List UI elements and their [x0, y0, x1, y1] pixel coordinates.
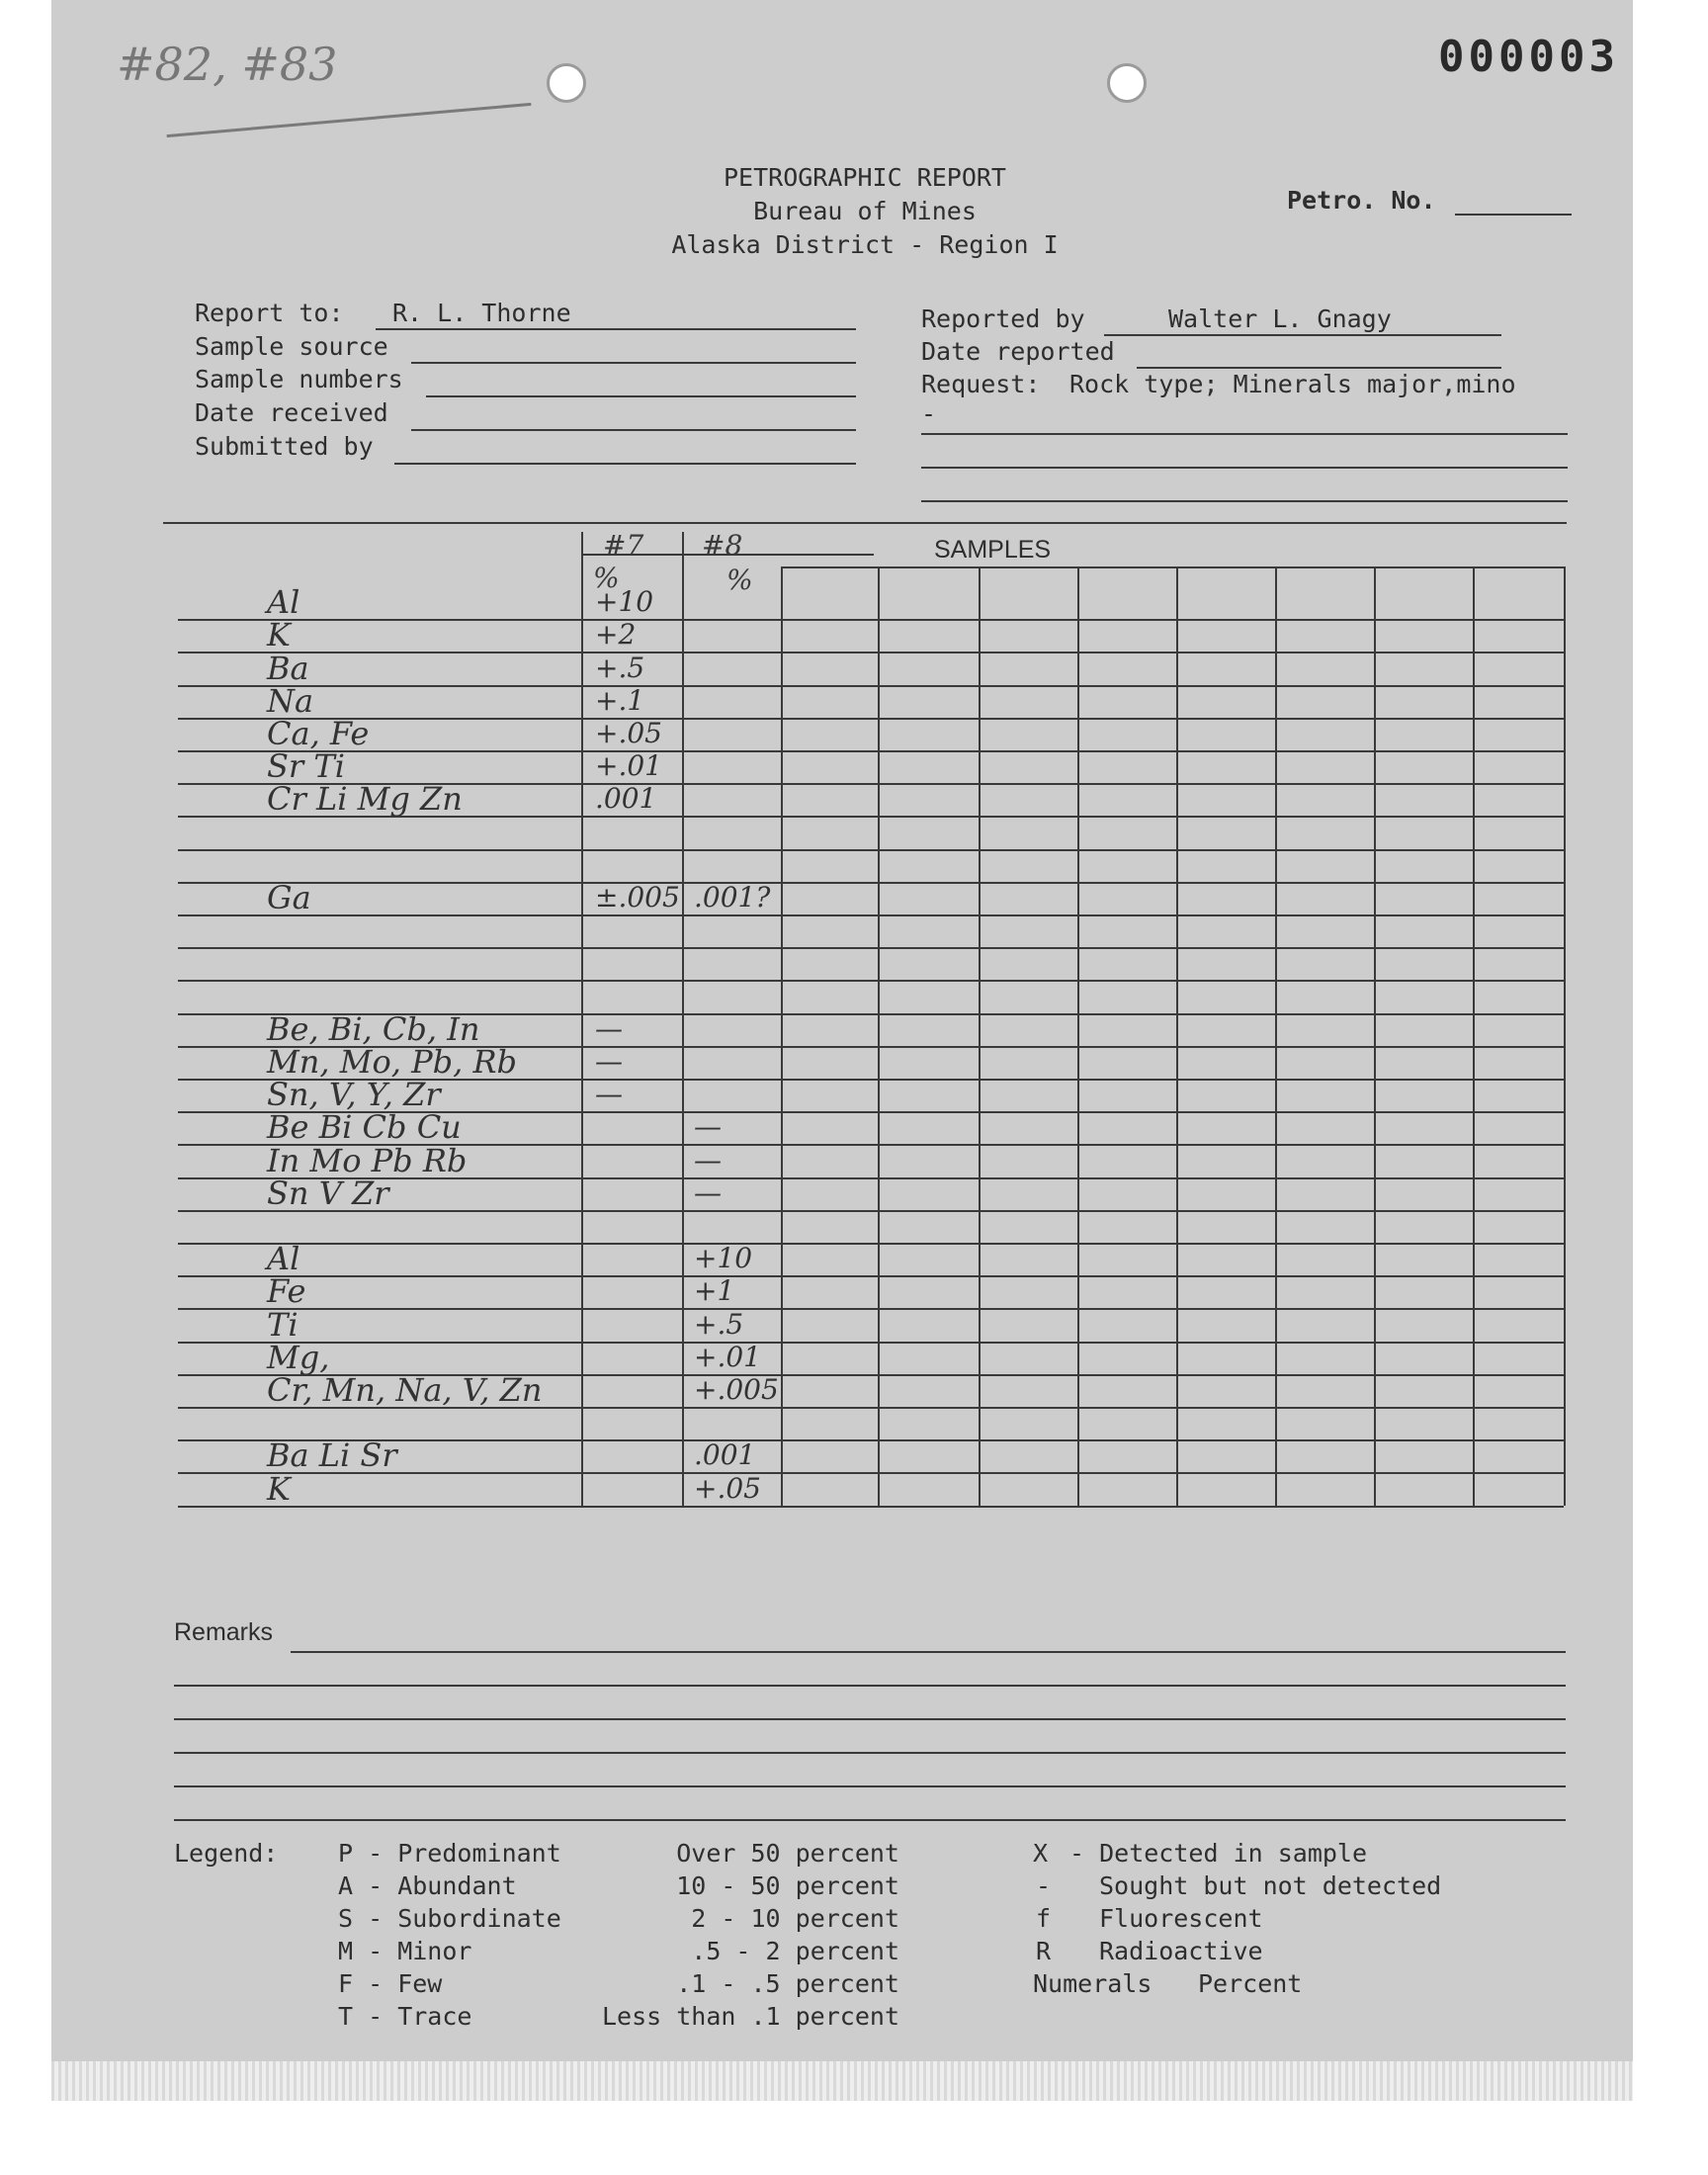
table-row — [178, 947, 1564, 949]
legend-code-dash: - — [1036, 1871, 1052, 1900]
element-label: Ti — [267, 1305, 299, 1344]
element-label: Cr Li Mg Zn — [267, 780, 463, 819]
table-row — [178, 980, 1564, 982]
table-row — [178, 882, 1564, 884]
legend-range-p: Over 50 percent — [676, 1839, 899, 1868]
element-label: Be Bi Cb Cu — [267, 1108, 462, 1147]
column-rule — [1077, 566, 1079, 1506]
samples-header-rule — [781, 566, 1566, 568]
legend-label: Legend: — [174, 1839, 279, 1868]
legend-text-x: - Detected in sample — [1069, 1839, 1368, 1868]
legend-code-r: R — [1036, 1937, 1052, 1965]
sample-7-value: +.5 — [595, 651, 645, 684]
submitted-by-label: Submitted by — [195, 432, 374, 461]
legend-text-percent: Percent — [1198, 1969, 1303, 1998]
element-label: Fe — [267, 1272, 306, 1311]
table-row — [178, 750, 1564, 752]
table-top-rule — [163, 522, 1567, 524]
sample-8-value: +.005 — [694, 1373, 779, 1406]
legend-code-f-lower: f — [1036, 1904, 1052, 1933]
column-rule — [1473, 566, 1475, 1506]
sample-7-value: — — [595, 1045, 623, 1078]
sample-7-value: .001 — [595, 782, 657, 816]
sample-8-value: — — [694, 1110, 722, 1144]
date-reported-label: Date reported — [921, 337, 1115, 366]
element-label: Na — [267, 681, 314, 720]
column-rule — [979, 566, 981, 1506]
col-unit-7: % — [593, 562, 620, 594]
report-to-value[interactable]: R. L. Thorne — [392, 299, 571, 327]
element-label: In Mo Pb Rb — [267, 1141, 468, 1179]
legend-text-fluorescent: Fluorescent — [1099, 1904, 1263, 1933]
element-label: Sn, V, Y, Zr — [267, 1076, 441, 1114]
request-continuation-dash: - — [921, 399, 937, 428]
col-header-7: #7 — [603, 529, 644, 562]
remarks-line-2[interactable] — [174, 1685, 1566, 1687]
request-value[interactable]: Rock type; Minerals major,mino — [1069, 370, 1516, 398]
sample-8-value: +.05 — [694, 1471, 761, 1505]
table-row — [178, 619, 1564, 621]
element-label: Ca, Fe — [267, 715, 370, 752]
element-label: Cr, Mn, Na, V, Zn — [267, 1371, 543, 1409]
petro-no-label: Petro. No. — [1287, 186, 1436, 215]
sample-7-value: +10 — [595, 585, 654, 619]
report-subtitle: Bureau of Mines — [753, 197, 977, 225]
element-label: Mg, — [267, 1338, 330, 1376]
legend-range-m: .5 - 2 percent — [691, 1937, 899, 1965]
element-label: K — [267, 616, 291, 654]
remarks-line-1[interactable] — [291, 1651, 1566, 1653]
column-rule — [1374, 566, 1376, 1506]
legend-code-a: A - Abundant — [338, 1871, 517, 1900]
sample-numbers-label: Sample numbers — [195, 365, 403, 393]
legend-code-numerals: Numerals — [1033, 1969, 1153, 1998]
element-label: K — [267, 1469, 291, 1508]
sample-8-value: +10 — [694, 1242, 753, 1275]
element-label: Ba — [267, 649, 309, 687]
sample-8-value: +1 — [694, 1274, 735, 1308]
sample-8-value: .001 — [694, 1438, 756, 1472]
element-label: Al — [267, 1240, 300, 1278]
reported-by-value[interactable]: Walter L. Gnagy — [1168, 304, 1392, 333]
report-title: PETROGRAPHIC REPORT — [724, 163, 1006, 192]
legend-code-m: M - Minor — [338, 1937, 472, 1965]
table-row — [178, 849, 1564, 851]
remarks-label: Remarks — [174, 1618, 274, 1646]
legend-code-t: T - Trace — [338, 2002, 472, 2031]
remarks-line-6[interactable] — [174, 1819, 1566, 1821]
sample-8-value: — — [694, 1175, 722, 1209]
document-number: 000003 — [1438, 32, 1619, 82]
col-header-8: #8 — [702, 529, 743, 562]
header-rule — [581, 554, 874, 556]
legend-code-x: X — [1033, 1839, 1049, 1868]
legend-text-radioactive: Radioactive — [1099, 1937, 1263, 1965]
report-to-label: Report to: — [195, 299, 344, 327]
samples-header: SAMPLES — [934, 536, 1052, 564]
legend-text-dash: Sought but not detected — [1099, 1871, 1442, 1900]
sample-8-value: +.01 — [694, 1340, 761, 1373]
column-rule — [1176, 566, 1178, 1506]
table-row — [178, 1506, 1564, 1508]
column-rule — [682, 532, 684, 1506]
col-unit-8: % — [726, 564, 753, 596]
sample-8-value: +.5 — [694, 1307, 744, 1341]
element-label: Mn, Mo, Pb, Rb — [267, 1043, 518, 1081]
scan-edge — [51, 2061, 1633, 2101]
sample-8-value: .001? — [694, 881, 771, 914]
sample-7-value: ±.005 — [595, 881, 680, 914]
sample-7-value: +2 — [595, 618, 637, 652]
sample-8-value: — — [694, 1143, 722, 1176]
element-label: Al — [267, 583, 300, 622]
sample-7-value: — — [595, 1011, 623, 1045]
element-label: Sn V Zr — [267, 1174, 389, 1212]
request-label: Request: — [921, 370, 1041, 398]
reported-by-label: Reported by — [921, 304, 1085, 333]
legend-range-s: 2 - 10 percent — [691, 1904, 899, 1933]
remarks-line-4[interactable] — [174, 1752, 1566, 1754]
table-row — [178, 652, 1564, 653]
table-row — [178, 718, 1564, 720]
legend-range-f: .1 - .5 percent — [676, 1969, 899, 1998]
handwritten-reference: #82, #83 — [117, 38, 338, 91]
sample-source-label: Sample source — [195, 332, 388, 361]
table-row — [178, 1275, 1564, 1277]
remarks-line-5[interactable] — [174, 1785, 1566, 1787]
sample-7-value: — — [595, 1078, 623, 1111]
table-row — [178, 914, 1564, 916]
column-rule — [581, 532, 583, 1506]
legend-range-a: 10 - 50 percent — [676, 1871, 899, 1900]
element-label: Ga — [267, 879, 311, 916]
report-region: Alaska District - Region I — [671, 230, 1059, 259]
legend-code-p: P - Predominant — [338, 1839, 561, 1868]
sample-7-value: +.01 — [595, 749, 662, 783]
table-row — [178, 685, 1564, 687]
element-label: Ba Li Sr — [267, 1436, 397, 1475]
table-row — [178, 1308, 1564, 1310]
legend-range-t: Less than .1 percent — [601, 2002, 899, 2031]
remarks-line-3[interactable] — [174, 1718, 1566, 1720]
column-rule — [1564, 566, 1566, 1506]
sample-7-value: +.1 — [595, 683, 645, 717]
column-rule — [781, 566, 783, 1506]
date-received-label: Date received — [195, 398, 388, 427]
table-row — [178, 1243, 1564, 1245]
legend-code-s: S - Subordinate — [338, 1904, 561, 1933]
table-row — [178, 1342, 1564, 1344]
legend-code-f: F - Few — [338, 1969, 443, 1998]
element-label: Sr Ti — [267, 747, 345, 786]
sample-7-value: +.05 — [595, 717, 662, 749]
column-rule — [878, 566, 880, 1506]
element-label: Be, Bi, Cb, In — [267, 1009, 480, 1048]
column-rule — [1275, 566, 1277, 1506]
